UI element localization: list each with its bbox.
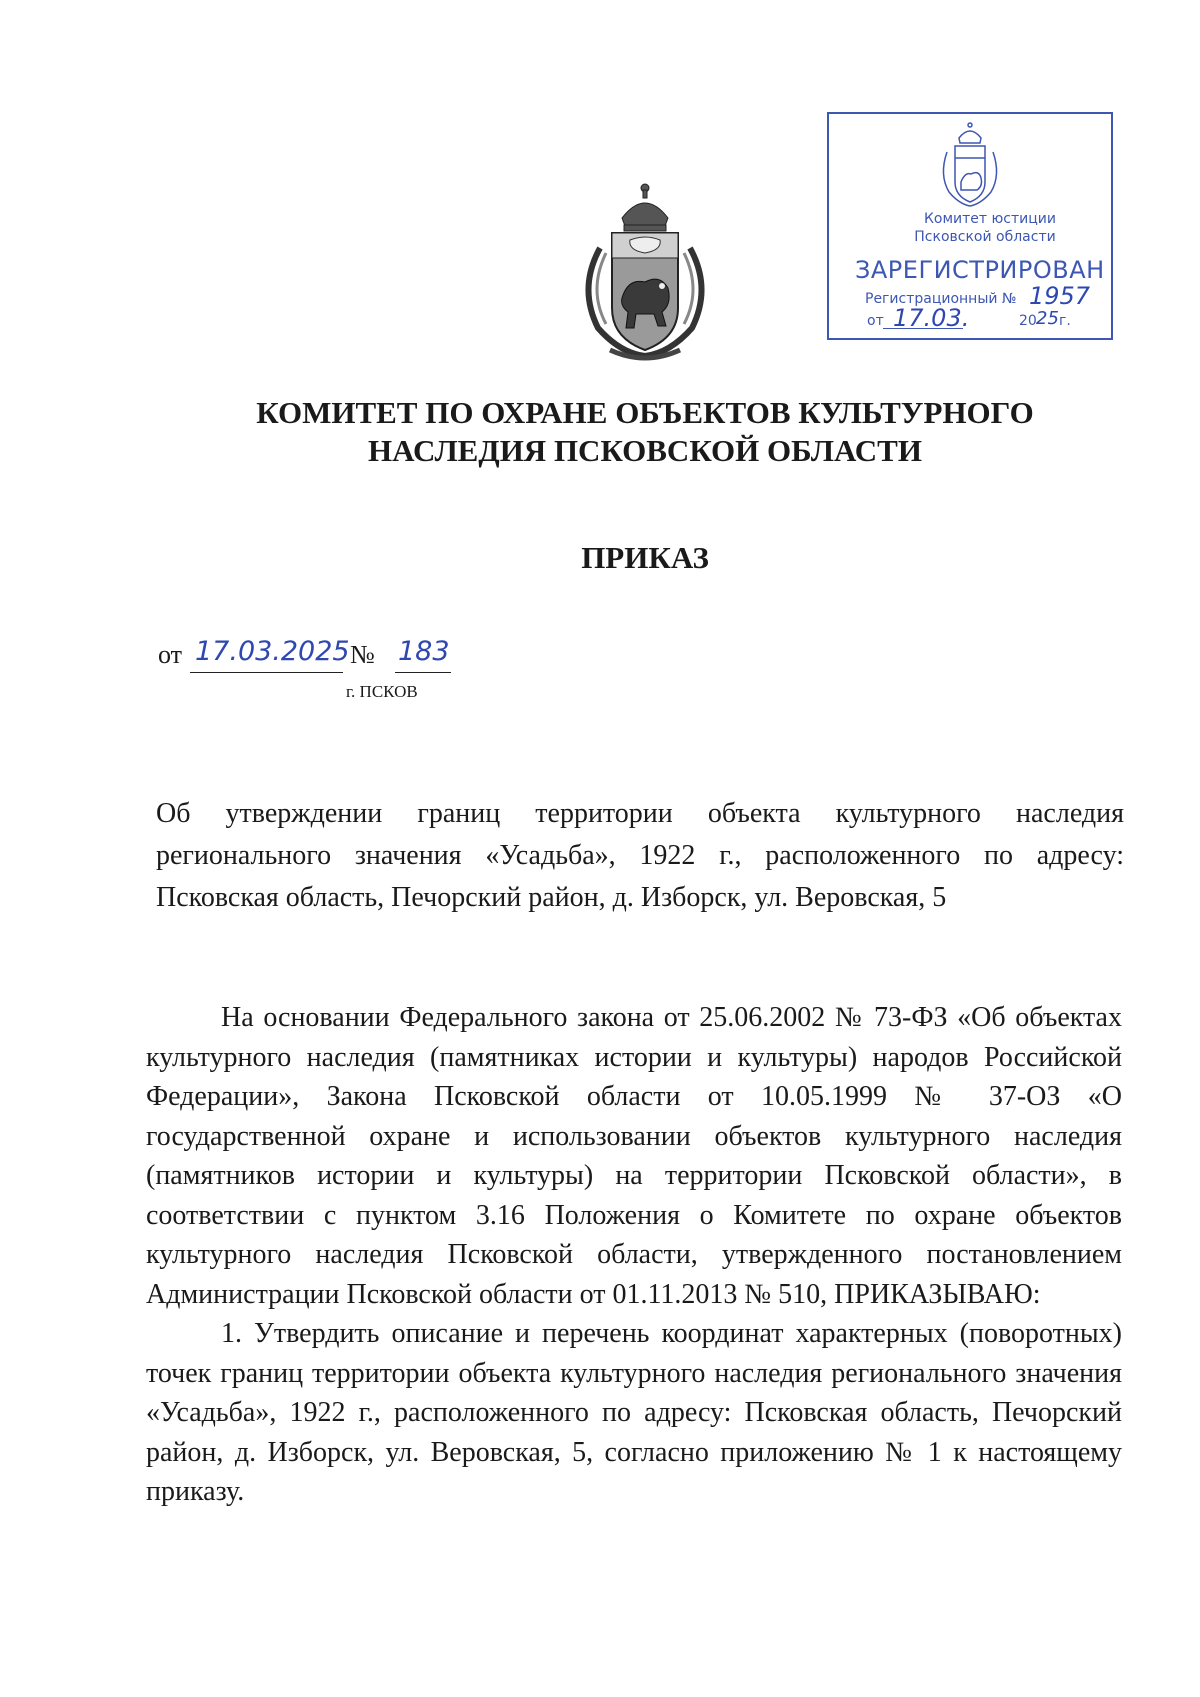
committee-title-line1: КОМИТЕТ ПО ОХРАНЕ ОБЪЕКТОВ КУЛЬТУРНОГО xyxy=(256,395,1034,430)
order-body xyxy=(146,998,1122,1512)
stamp-year-handwritten: 25 xyxy=(1036,308,1059,329)
document-type: ПРИКАЗ xyxy=(581,540,709,575)
stamp-year-end: г. xyxy=(1059,313,1071,329)
stamp-org-line2: Псковской области xyxy=(914,229,1056,245)
order-date-prefix: от xyxy=(158,640,183,669)
stamp-status: ЗАРЕГИСТРИРОВАН xyxy=(855,256,1105,284)
stamp-date-underline xyxy=(883,328,963,329)
stamp-date-prefix: от xyxy=(867,313,884,329)
order-item-1: 1. Утвердить описание и перечень координат характерных (поворотных) точек границ территории объекта культурного наследия регионального значения «Усадьба», 1922 г., расположенного по адресу: Псковская область, Печорский район, д. Изборск, ул. Веровская, 5, согласно приложению № 1 к настоящему приказу. xyxy=(146,1318,1122,1507)
stamp-reg-number: 1957 xyxy=(1029,282,1091,310)
order-date-underline xyxy=(190,672,343,673)
committee-title-line2: НАСЛЕДИЯ ПСКОВСКОЙ ОБЛАСТИ xyxy=(368,433,922,468)
order-number: 183 xyxy=(398,636,450,667)
stamp-date-handwritten: 17.03. xyxy=(893,304,970,332)
coat-of-arms-icon xyxy=(570,178,720,368)
registration-stamp xyxy=(827,112,1113,340)
order-number-underline xyxy=(395,672,451,673)
stamp-reg-label: Регистрационный № xyxy=(865,291,1017,307)
order-number-prefix: № xyxy=(350,640,375,669)
stamp-date-line xyxy=(867,313,884,329)
stamp-emblem-icon xyxy=(937,120,1003,210)
order-city: г. ПСКОВ xyxy=(346,682,418,701)
order-subject: Об утверждении границ территории объекта культурного наследия регионального значения «Усадьба», 1922 г., расположенного по адресу: Псковская область, Печорский район, д. Изборск, ул. Веровская, 5 xyxy=(156,798,1124,913)
committee-title xyxy=(0,394,1200,470)
stamp-year-prefix: 20 xyxy=(1019,313,1037,329)
order-date-line xyxy=(158,640,182,670)
order-preamble: На основании Федерального закона от 25.06.2002 № 73-ФЗ «Об объектах культурного наследия (памятниках истории и культуры) народов Российской Федерации», Закона Псковской области от 10.05.1999 № 37-ОЗ «О государственной охране и использовании объектов культурного наследия (памятников истории и культуры) на территории Псковской области», в соответствии с пунктом 3.16 Положения о Комитете по охране объектов культурного наследия Псковской области, утвержденного постановлением Администрации Псковской области от 01.11.2013 № 510, ПРИКАЗЫВАЮ: xyxy=(146,1002,1122,1310)
order-date: 17.03.2025 xyxy=(195,636,350,667)
stamp-org-line1: Комитет юстиции xyxy=(923,211,1056,227)
